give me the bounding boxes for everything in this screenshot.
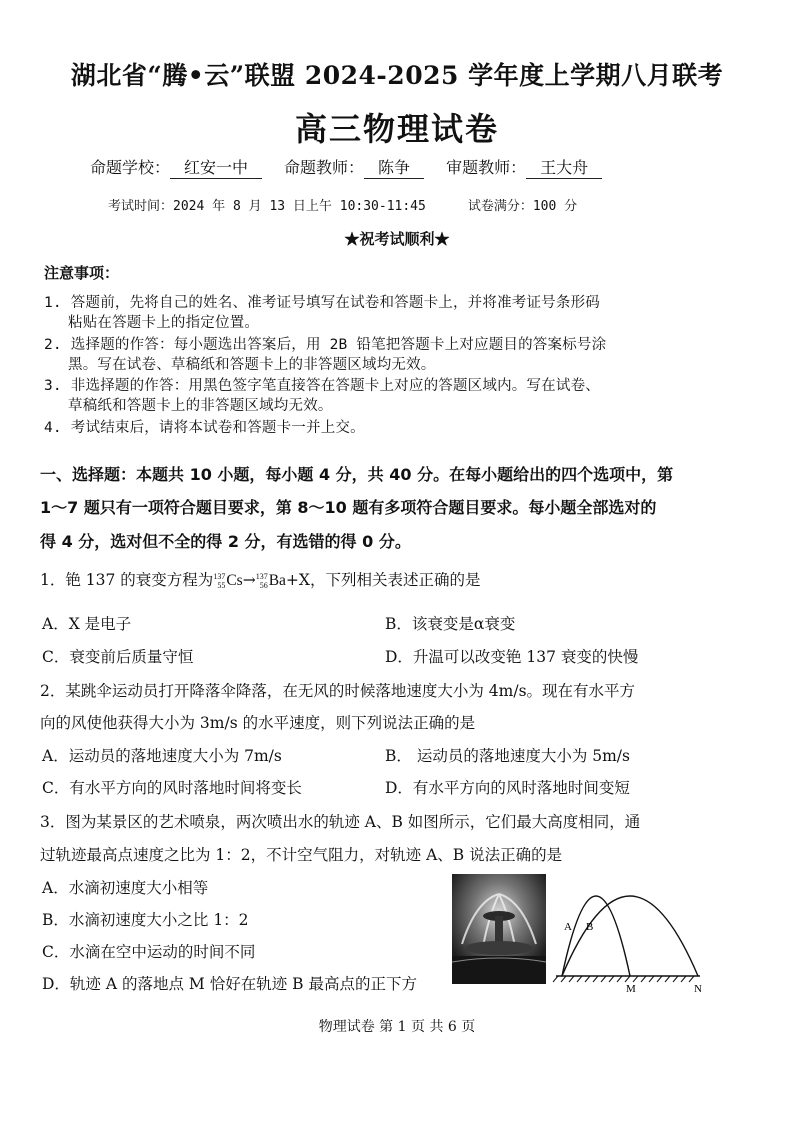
label-b: B bbox=[586, 921, 594, 933]
trajectory-diagram-art bbox=[550, 872, 710, 996]
label-m: M bbox=[626, 983, 636, 995]
exam-info-line bbox=[108, 195, 577, 214]
question-3-option-a: A．水滴初速度大小相等 bbox=[42, 879, 209, 897]
trajectory-a bbox=[562, 896, 630, 976]
question-1-option-d: D．升温可以改变铯 137 衰变的快慢 bbox=[385, 648, 639, 666]
full-score: 试卷满分：100 分 bbox=[467, 199, 578, 214]
question-2-option-a: A．运动员的落地速度大小为 7m/s bbox=[42, 747, 282, 765]
notice-item-2-cont: 黑。写在试卷、草稿纸和答题卡上的非答题区域均无效。 bbox=[68, 357, 436, 373]
question-3-option-b: B．水滴初速度大小之比 1：2 bbox=[42, 911, 249, 929]
question-2-option-d: D．有水平方向的风时落地时间变短 bbox=[385, 779, 630, 797]
exam-time: 考试时间：2024 年 8 月 13 日上午 10:30-11:45 bbox=[108, 199, 426, 214]
notice-item-1: 1. 答题前，先将自己的姓名、准考证号填写在试卷和答题卡上，并将准考证号条形码 bbox=[44, 295, 600, 311]
ground-hatching bbox=[553, 976, 694, 982]
notice-title: 注意事项： bbox=[44, 264, 120, 282]
cesium-nuclide: 137 55 Cs bbox=[213, 572, 243, 591]
arrow-icon: → bbox=[242, 571, 256, 589]
notice-item-1-cont: 粘贴在答题卡上的指定位置。 bbox=[68, 315, 260, 331]
exam-title: 湖北省“腾•云”联盟 2024-2025 学年度上学期八月联考 bbox=[70, 61, 724, 90]
notice-item-4: 4. 考试结束后，请将本试卷和答题卡一并上交。 bbox=[44, 420, 365, 436]
question-2-stem-line-2: 向的风使他获得大小为 3m/s 的水平速度，则下列说法正确的是 bbox=[40, 714, 476, 732]
notice-item-2: 2. 选择题的作答：每小题选出答案后，用 2B 铅笔把答题卡上对应题目的答案标号涂 bbox=[44, 337, 607, 353]
question-2-stem-line-1: 2．某跳伞运动员打开降落伞降落，在无风的时候落地速度大小为 4m/s。现在有水平方 bbox=[40, 682, 636, 700]
label-a: A bbox=[564, 921, 572, 933]
good-luck-banner: ★祝考试顺利★ bbox=[344, 230, 450, 248]
school-value: 红安一中 bbox=[170, 155, 262, 179]
question-2-option-b: B． 运动员的落地速度大小为 5m/s bbox=[385, 747, 630, 765]
question-2-option-c: C．有水平方向的风时落地时间将变长 bbox=[42, 779, 302, 797]
question-1-stem: 1．铯 137 的衰变方程为 137 55 Cs→ 137 56 Ba+X，下列相关表述正确的是 bbox=[40, 571, 481, 591]
question-3-option-c: C．水滴在空中运动的时间不同 bbox=[42, 943, 256, 961]
notice-item-3: 3. 非选择题的作答：用黑色签字笔直接答在答题卡上对应的答题区域内。写在试卷、 bbox=[44, 378, 600, 394]
teacher-value: 陈争 bbox=[364, 155, 424, 179]
question-3-stem-line-1: 3．图为某景区的艺术喷泉，两次喷出水的轨迹 A、B 如图所示，它们最大高度相同，通 bbox=[40, 813, 641, 831]
label-n: N bbox=[694, 983, 702, 995]
author-line bbox=[90, 155, 602, 179]
question-3-stem-line-2: 过轨迹最高点速度之比为 1：2，不计空气阻力，对轨迹 A、B 说法正确的是 bbox=[40, 846, 563, 864]
reviewer-label: 审题教师： bbox=[446, 158, 527, 177]
question-3-option-d: D．轨迹 A 的落地点 M 恰好在轨迹 B 最高点的正下方 bbox=[42, 975, 417, 993]
barium-nuclide: 137 56 Ba bbox=[255, 572, 286, 591]
question-1-option-a: A．X 是电子 bbox=[42, 615, 132, 633]
teacher-label: 命题教师： bbox=[284, 158, 365, 177]
page-footer: 物理试卷 第 1 页 共 6 页 bbox=[318, 1019, 476, 1035]
fountain-photo-art bbox=[452, 874, 546, 984]
question-1-option-c: C．衰变前后质量守恒 bbox=[42, 648, 194, 666]
reviewer-value: 王大舟 bbox=[526, 155, 602, 179]
exam-subject-title: 高三物理试卷 bbox=[294, 110, 499, 148]
section-instructions-line-2: 1～7 题只有一项符合题目要求，第 8～10 题有多项符合题目要求。每小题全部选对的 bbox=[40, 498, 657, 517]
notice-item-3-cont: 草稿纸和答题卡上的非答题区域均无效。 bbox=[68, 398, 333, 414]
trajectory-diagram bbox=[550, 872, 710, 996]
fountain-photo bbox=[452, 874, 546, 984]
school-label: 命题学校： bbox=[90, 158, 171, 177]
question-1-option-b: B．该衰变是α衰变 bbox=[385, 615, 516, 633]
section-instructions-line-1: 一、选择题：本题共 10 小题，每小题 4 分，共 40 分。在每小题给出的四个选项中，第 bbox=[40, 465, 674, 484]
section-instructions-line-3: 得 4 分，选对但不全的得 2 分，有选错的得 0 分。 bbox=[40, 532, 411, 551]
